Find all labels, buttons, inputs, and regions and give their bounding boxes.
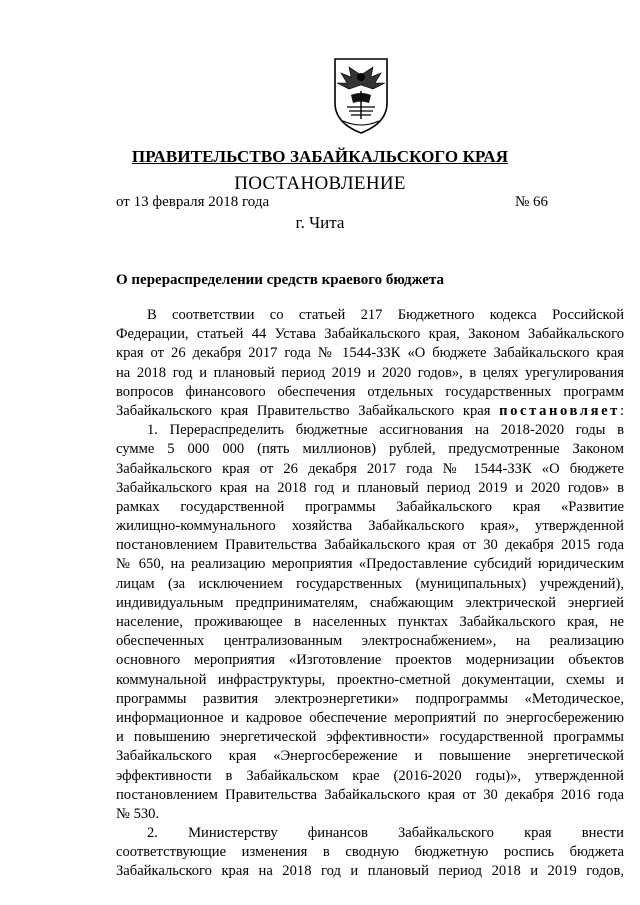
body-line: Забайкальского края на 2018 год и плановый период 2019 и 2020 годов» в <box>116 479 624 496</box>
document-date: от 13 февраля 2018 года <box>116 194 270 210</box>
government-title: ПРАВИТЕЛЬСТВО ЗАБАЙКАЛЬСКОГО КРАЯ <box>131 147 509 166</box>
body-line: края от 26 декабря 2017 года № 1544-ЗЗК «О бюджете Забайкальского края <box>116 345 624 362</box>
body-line: В соответствии со статьей 217 Бюджетного кодекса Российской <box>147 307 624 323</box>
resolution-colon: : <box>619 402 624 419</box>
document-type: ПОСТАНОВЛЕНИЕ <box>234 173 406 194</box>
body-line-text: Забайкальского края Правительство Забайкальского края <box>116 402 491 419</box>
coat-of-arms-emblem <box>329 55 393 135</box>
body-line: соответствующие изменения в сводную бюджетную роспись бюджета <box>116 844 624 861</box>
body-line: и повышению энергетической эффективности» государственной программы <box>116 729 624 746</box>
document-city: г. Чита <box>295 213 345 232</box>
body-line: Забайкальского края «Энергосбережение и повышение энергетической <box>116 748 624 765</box>
resolution-keyword: постановляет <box>499 402 620 419</box>
body-line: эффективности в Забайкальском крае (2016-2020 годы)», утвержденной <box>116 767 624 784</box>
body-line: постановлением Правительства Забайкальского края от 30 декабря 2015 года <box>116 537 624 554</box>
body-line: жилищно-коммунального хозяйства Забайкальского края», утвержденной <box>116 518 624 535</box>
body-line: 1. Перераспределить бюджетные ассигнования на 2018-2020 годы в <box>147 422 624 439</box>
body-line: обеспеченных централизованным электроснабжением», на реализацию <box>116 633 624 650</box>
body-line: основного мероприятия «Изготовление проектов модернизации объектов <box>116 652 624 669</box>
body-line: население, проживающее в населенных пунктах Забайкальского края, не <box>116 614 624 630</box>
body-line: Забайкальского края от 26 декабря 2017 года № 1544-ЗЗК «О бюджете <box>116 460 624 477</box>
body-line-resolution <box>116 402 624 421</box>
body-line: рамках государственной программы Забайкальского края «Развитие <box>116 498 624 515</box>
document-subject: О перераспределении средств краевого бюджета <box>116 272 444 288</box>
body-line: информационное и кадровое обеспечение мероприятий по энергосбережению <box>116 709 624 726</box>
body-line: коммунальной инфраструктуры, проектно-сметной документации, схемы и <box>116 671 624 688</box>
body-line: на 2018 год и плановый период 2019 и 2020 годов», в целях урегулирования <box>116 364 624 381</box>
body-line: программы развития электроэнергетики» подпрограммы «Методическое, <box>116 690 624 707</box>
document-number: № 66 <box>514 194 548 210</box>
body-line: 2. Министерству финансов Забайкальского края внести <box>147 825 624 842</box>
body-line: вопросов финансового обеспечения отдельных государственных программ <box>116 383 624 400</box>
body-line: Забайкальского края на 2018 год и плановый период 2018 и 2019 годов, <box>116 863 624 880</box>
document-body <box>116 306 624 882</box>
body-line: лицам (за исключением государственных (муниципальных) учреждений), <box>116 575 624 592</box>
body-line: индивидуальным предпринимателям, снабжающим электрической энергией <box>116 594 624 611</box>
body-line: Федерации, статьей 44 Устава Забайкальского края, Законом Забайкальского <box>116 326 624 343</box>
body-line: сумме 5 000 000 (пять миллионов) рублей, предусмотренные Законом <box>116 441 624 458</box>
body-line: № 530. <box>116 805 160 822</box>
body-line: № 650, на реализацию мероприятия «Предоставление субсидий юридическим <box>116 556 624 573</box>
body-line: постановлением Правительства Забайкальского края от 30 декабря 2016 года <box>116 786 624 803</box>
